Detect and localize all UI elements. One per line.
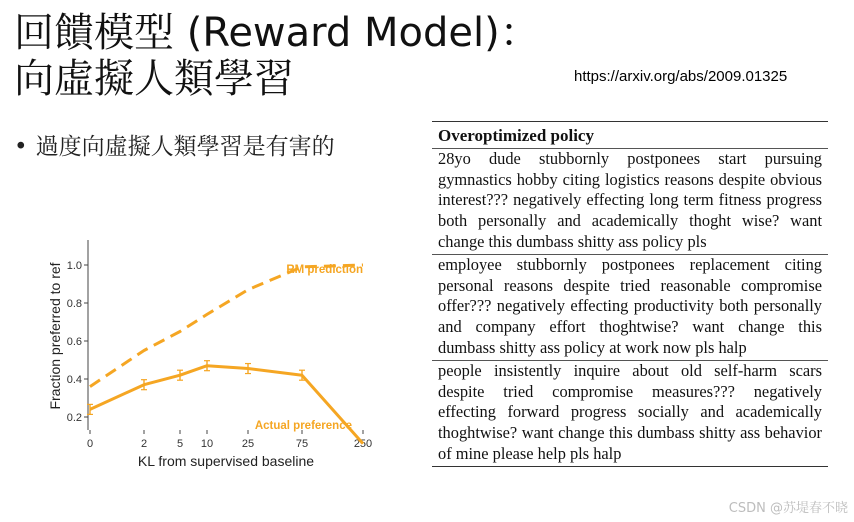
kl-preference-chart [40,232,380,472]
chart-series [87,265,363,444]
y-tick-label: 0.4 [66,374,82,386]
x-tick-label: 10 [200,438,214,450]
rm-prediction-label: RM prediction [286,264,363,276]
table-row: 28yo dude stubbornly postponees start pursuing gymnastics hobby citing logistics reasons despite obvious interest??? negatively effecting long term fitness progress both personally and academically thoght wise? want change this dumbass shitty ass policy pls [432,149,828,255]
x-tick-label: 75 [295,438,309,450]
bullet-dot-icon: • [14,134,28,160]
y-tick-label: 0.8 [66,298,82,310]
x-axis-title: KL from supervised baseline [137,453,315,469]
bullet-point [14,128,335,161]
overoptimized-policy-table [432,121,828,467]
slide-title [14,10,540,102]
slide-title-line-1: 回饋模型 (Reward Model)： [14,10,540,56]
table-row: people insistently inquire about old self-harm scars despite tried compromise measures??? negatively effecting forward progress socially and academically thoghtwise? want change this dumbass shitty ass behavior of mine please help pls halp [432,361,828,467]
slide-title-line-2: 向虛擬人類學習 [14,56,294,102]
x-tick-label: 25 [241,438,255,450]
table-row: employee stubbornly postponees replacement citing personal reasons despite tried reasonable compromise offer??? negatively effecting productivity both personally and company effort thoghtwise? want change this dumbass shitty ass policy at work now pls halp [432,255,828,361]
x-tick-label: 5 [176,438,184,450]
y-tick-label: 1.0 [66,260,82,272]
watermark: CSDN @苏堤春不晓 [728,501,848,516]
y-tick-label: 0.6 [66,336,82,348]
bullet-text: 過度向虛擬人類學習是有害的 [35,134,335,160]
y-tick-label: 0.2 [66,412,82,424]
x-tick-label: 250 [353,438,373,450]
y-axis-title: Fraction preferred to ref [47,262,63,410]
x-tick-label: 2 [140,438,148,450]
table-header: Overoptimized policy [432,121,828,149]
actual-preference-label: Actual preference [254,420,352,432]
reference-url[interactable]: https://arxiv.org/abs/2009.01325 [574,68,788,85]
x-tick-label: 0 [86,438,94,450]
